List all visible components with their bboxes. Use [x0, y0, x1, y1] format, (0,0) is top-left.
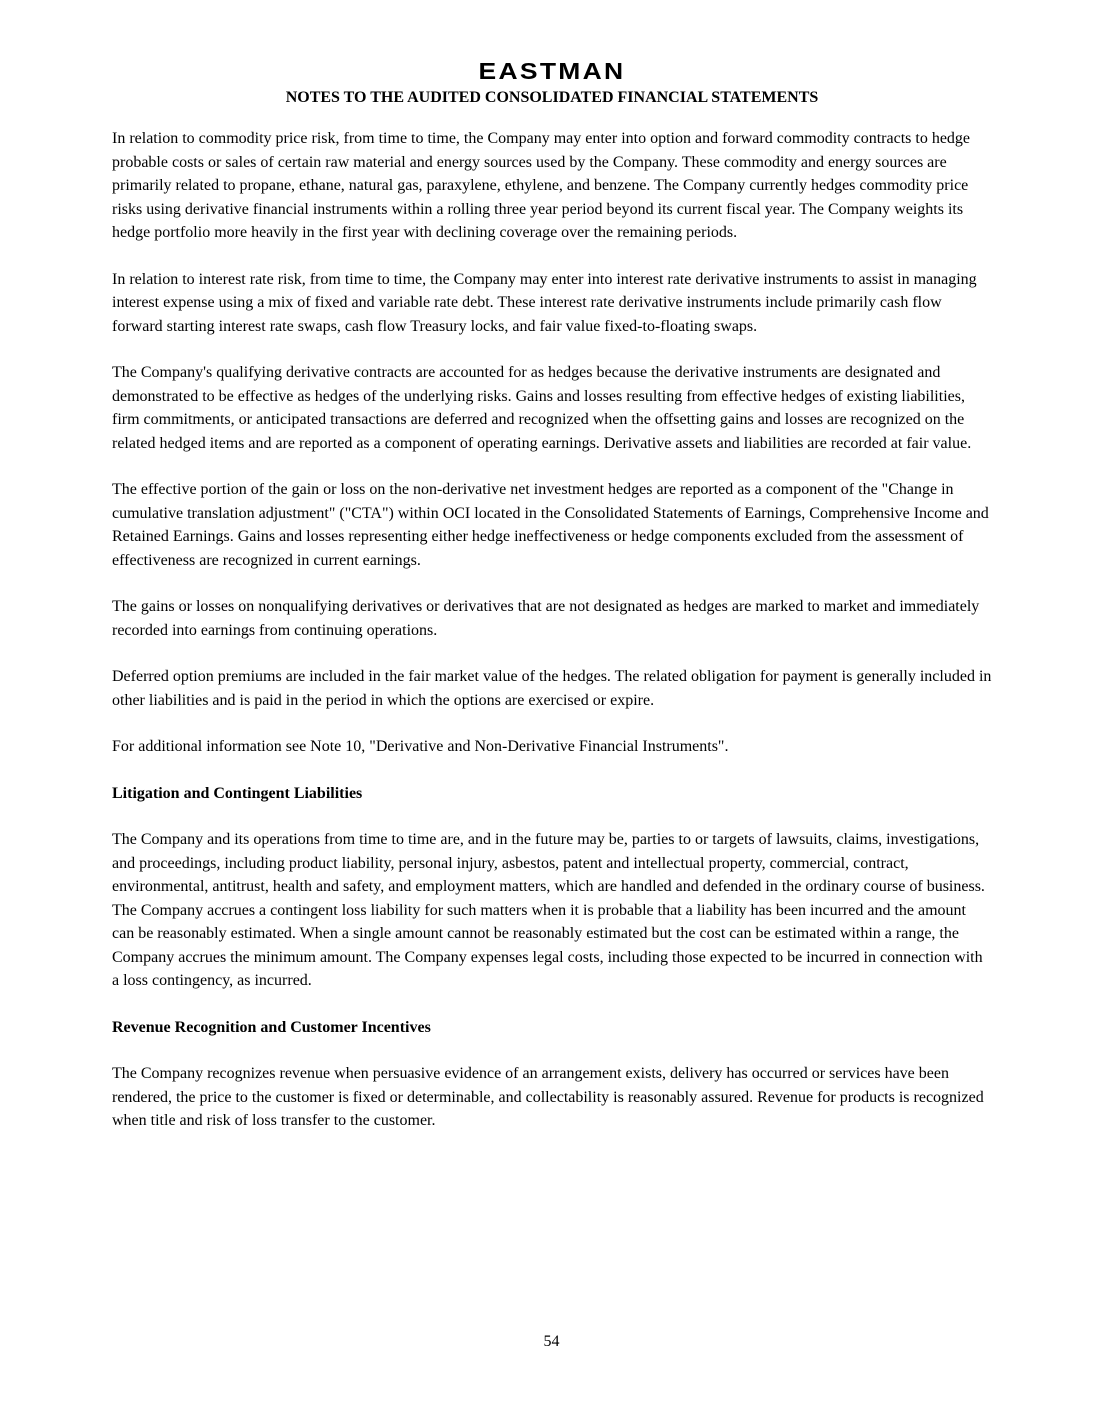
- section-heading-litigation: Litigation and Contingent Liabilities: [112, 784, 363, 802]
- paragraph-commodity-risk: In relation to commodity price risk, from time to time, the Company may enter into option and forward commodity contracts to hedge probable costs or sales of certain raw material and energy sources used by the Company. These commodity and energy sources are primarily related to propane, ethane, natural gas, paraxylene, ethylene, and benzene. The Company currently hedges commodity price risks using derivative financial instruments within a rolling three year period beyond its current fiscal year. The Company weights its hedge portfolio more heavily in the first year with declining coverage over the remaining periods.: [112, 130, 971, 241]
- paragraph-deferred-premiums: Deferred option premiums are included in the fair market value of the hedges. The related obligation for payment is generally included in other liabilities and is paid in the period in which the options are exercised or expire.: [112, 668, 992, 709]
- paragraph-qualifying-derivatives: The Company's qualifying derivative contracts are accounted for as hedges because the derivative instruments are designated and demonstrated to be effective as hedges of the underlying risks. Gains and losses resulting from effective hedges of existing liabilities, firm commitments, or anticipated transactions are deferred and recognized when the offsetting gains and losses are recognized on the related hedged items and are reported as a component of operating earnings. Derivative assets and liabilities are recorded at fair value.: [112, 364, 972, 452]
- paragraph-net-investment-hedges: The effective portion of the gain or loss on the non-derivative net investment hedges are reported as a component of the "Change in cumulative translation adjustment" ("CTA") within OCI located in the Consolidated Statements of Earnings, Comprehensive Income and Retained Earnings. Gains and losses representing either hedge ineffectiveness or hedge components excluded from the assessment of effectiveness are recognized in current earnings.: [112, 481, 989, 569]
- paragraph-interest-rate-risk: In relation to interest rate risk, from time to time, the Company may enter into interest rate derivative instruments to assist in managing interest expense using a mix of fixed and variable rate debt. These interest rate derivative instruments include primarily cash flow forward starting interest rate swaps, cash flow Treasury locks, and fair value fixed-to-floating swaps.: [112, 270, 977, 335]
- document-page: [112, 58, 992, 1156]
- document-body: [112, 127, 992, 1133]
- paragraph-litigation: The Company and its operations from time to time are, and in the future may be, parties to or targets of lawsuits, claims, investigations, and proceedings, including product liability, personal injury, asbestos, patent and intellectual property, commercial, contract, environmental, antitrust, health and safety, and employment matters, which are handled and defended in the ordinary course of business. The Company accrues a contingent loss liability for such matters when it is probable that a liability has been incurred and the amount can be reasonably estimated. When a single amount cannot be reasonably estimated but the cost can be estimated within a range, the Company accrues the minimum amount. The Company expenses legal costs, including those expected to be incurred in connection with a loss contingency, as incurred.: [112, 831, 985, 989]
- section-heading-revenue: Revenue Recognition and Customer Incentives: [112, 1018, 431, 1036]
- paragraph-revenue: The Company recognizes revenue when persuasive evidence of an arrangement exists, delivery has occurred or services have been rendered, the price to the customer is fixed or determinable, and collectability is reasonably assured. Revenue for products is recognized when title and risk of loss transfer to the customer.: [112, 1065, 984, 1129]
- company-logo: EASTMAN: [478, 58, 626, 84]
- page-number: 54: [543, 1333, 560, 1350]
- paragraph-additional-info: For additional information see Note 10, "Derivative and Non-Derivative Financial Instruments".: [112, 738, 729, 755]
- document-title: NOTES TO THE AUDITED CONSOLIDATED FINANCIAL STATEMENTS: [285, 89, 819, 106]
- paragraph-nonqualifying-derivatives: The gains or losses on nonqualifying derivatives or derivatives that are not designated as hedges are marked to market and immediately recorded into earnings from continuing operations.: [112, 598, 980, 639]
